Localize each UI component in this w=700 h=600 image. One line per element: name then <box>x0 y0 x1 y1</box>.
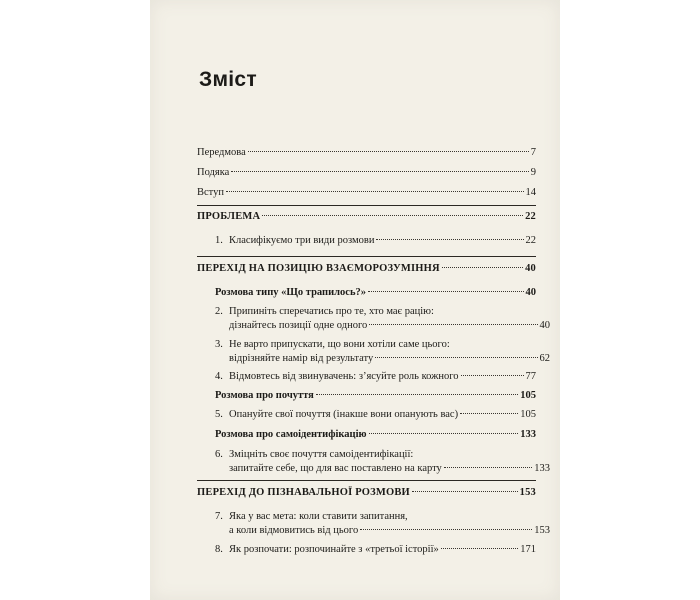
page-number: 22 <box>525 235 536 246</box>
entry-label: Передмова <box>197 147 246 158</box>
chapter-title-line1: Припиніть сперечатись про те, хто має рацію: <box>229 306 434 317</box>
toc-chapter-2[interactable] <box>197 305 550 333</box>
dot-leader <box>360 529 532 530</box>
page-number: 77 <box>525 371 536 382</box>
dot-leader <box>441 548 519 549</box>
dot-leader <box>461 375 524 376</box>
page-number: 133 <box>534 463 550 474</box>
dot-leader <box>226 191 524 192</box>
chapter-number: 1. <box>215 235 223 246</box>
page-number: 62 <box>539 353 550 364</box>
toc-chapter-6[interactable] <box>197 448 550 476</box>
chapter-title-line1: Не варто припускати, що вони хотіли саме цього: <box>229 339 450 350</box>
page-number: 22 <box>525 211 536 222</box>
toc-part-understanding[interactable] <box>197 262 536 276</box>
dot-leader <box>369 324 537 325</box>
chapter-title: Класифікуємо три види розмови <box>229 235 375 246</box>
chapter-number: 8. <box>215 544 223 555</box>
page-number: 9 <box>530 167 536 178</box>
chapter-number: 7. <box>215 511 223 522</box>
page-number: 14 <box>525 187 536 198</box>
chapter-title-line2: запитайте себе, що для вас поставлено на карту <box>229 463 442 474</box>
dot-leader <box>369 433 519 434</box>
dot-leader <box>316 394 518 395</box>
dot-leader <box>368 291 524 292</box>
chapter-title-line1: Зміцніть своє почуття самоідентифікації: <box>229 449 414 460</box>
dot-leader <box>248 151 529 152</box>
page-title: Зміст <box>199 68 257 91</box>
toc-chapter-4[interactable] <box>197 370 536 384</box>
dot-leader <box>376 239 523 240</box>
part-title: ПЕРЕХІД НА ПОЗИЦІЮ ВЗАЄМОРОЗУМІННЯ <box>197 263 440 274</box>
entry-label: Вступ <box>197 187 224 198</box>
toc-part-problem[interactable] <box>197 210 536 224</box>
section-divider <box>197 205 536 206</box>
dot-leader <box>375 357 537 358</box>
chapter-title-line2: а коли відмовитись від цього <box>229 525 359 536</box>
dot-leader <box>460 413 518 414</box>
page-number: 133 <box>520 429 536 440</box>
chapter-title-line2: відрізняйте намір від результату <box>229 353 374 364</box>
toc-chapter-1[interactable] <box>197 234 536 248</box>
chapter-number: 6. <box>215 449 223 460</box>
page-number: 40 <box>539 320 550 331</box>
section-divider <box>197 480 536 481</box>
subsection-title: Розмова про самоідентифікацію <box>215 429 367 440</box>
chapter-number: 4. <box>215 371 223 382</box>
dot-leader <box>231 171 528 172</box>
page-number: 171 <box>520 544 536 555</box>
toc-chapter-5[interactable] <box>197 408 536 422</box>
page-number: 105 <box>520 409 536 420</box>
chapter-title-line2: дізнайтесь позиції одне одного <box>229 320 368 331</box>
toc-entry-acknowledgements[interactable] <box>197 166 536 180</box>
chapter-title: Опануйте свої почуття (інакше вони опанують вас) <box>229 409 459 420</box>
page-number: 40 <box>525 287 536 298</box>
page-number: 153 <box>534 525 550 536</box>
part-title: ПЕРЕХІД ДО ПІЗНАВАЛЬНОЇ РОЗМОВИ <box>197 487 410 498</box>
toc-chapter-8[interactable] <box>197 543 536 557</box>
toc-entry-introduction[interactable] <box>197 186 536 200</box>
toc-chapter-7[interactable] <box>197 510 550 538</box>
page-number: 153 <box>519 487 536 498</box>
chapter-title-line1: Яка у вас мета: коли ставити запитання, <box>229 511 408 522</box>
page-number: 105 <box>520 390 536 401</box>
toc-subsection-what-happened[interactable] <box>197 286 536 300</box>
dot-leader <box>262 215 523 216</box>
toc-entry-foreword[interactable] <box>197 146 536 160</box>
section-divider <box>197 256 536 257</box>
chapter-number: 5. <box>215 409 223 420</box>
dot-leader <box>412 491 518 492</box>
subsection-title: Розмова типу «Що трапилось?» <box>215 287 366 298</box>
subsection-title: Розмова про почуття <box>215 390 314 401</box>
entry-label: Подяка <box>197 167 230 178</box>
dot-leader <box>444 467 532 468</box>
chapter-title: Відмовтесь від звинувачень: з’ясуйте роль кожного <box>229 371 459 382</box>
chapter-number: 2. <box>215 306 223 317</box>
toc-part-learning[interactable] <box>197 486 536 500</box>
toc-subsection-identity[interactable] <box>197 428 536 442</box>
chapter-number: 3. <box>215 339 223 350</box>
part-title: ПРОБЛЕМА <box>197 211 261 222</box>
page-number: 7 <box>530 147 536 158</box>
table-of-contents <box>197 0 550 600</box>
chapter-title: Як розпочати: розпочинайте з «третьої історії» <box>229 544 439 555</box>
dot-leader <box>442 267 523 268</box>
page-number: 40 <box>525 263 536 274</box>
toc-chapter-3[interactable] <box>197 338 550 366</box>
toc-subsection-feelings[interactable] <box>197 389 536 403</box>
